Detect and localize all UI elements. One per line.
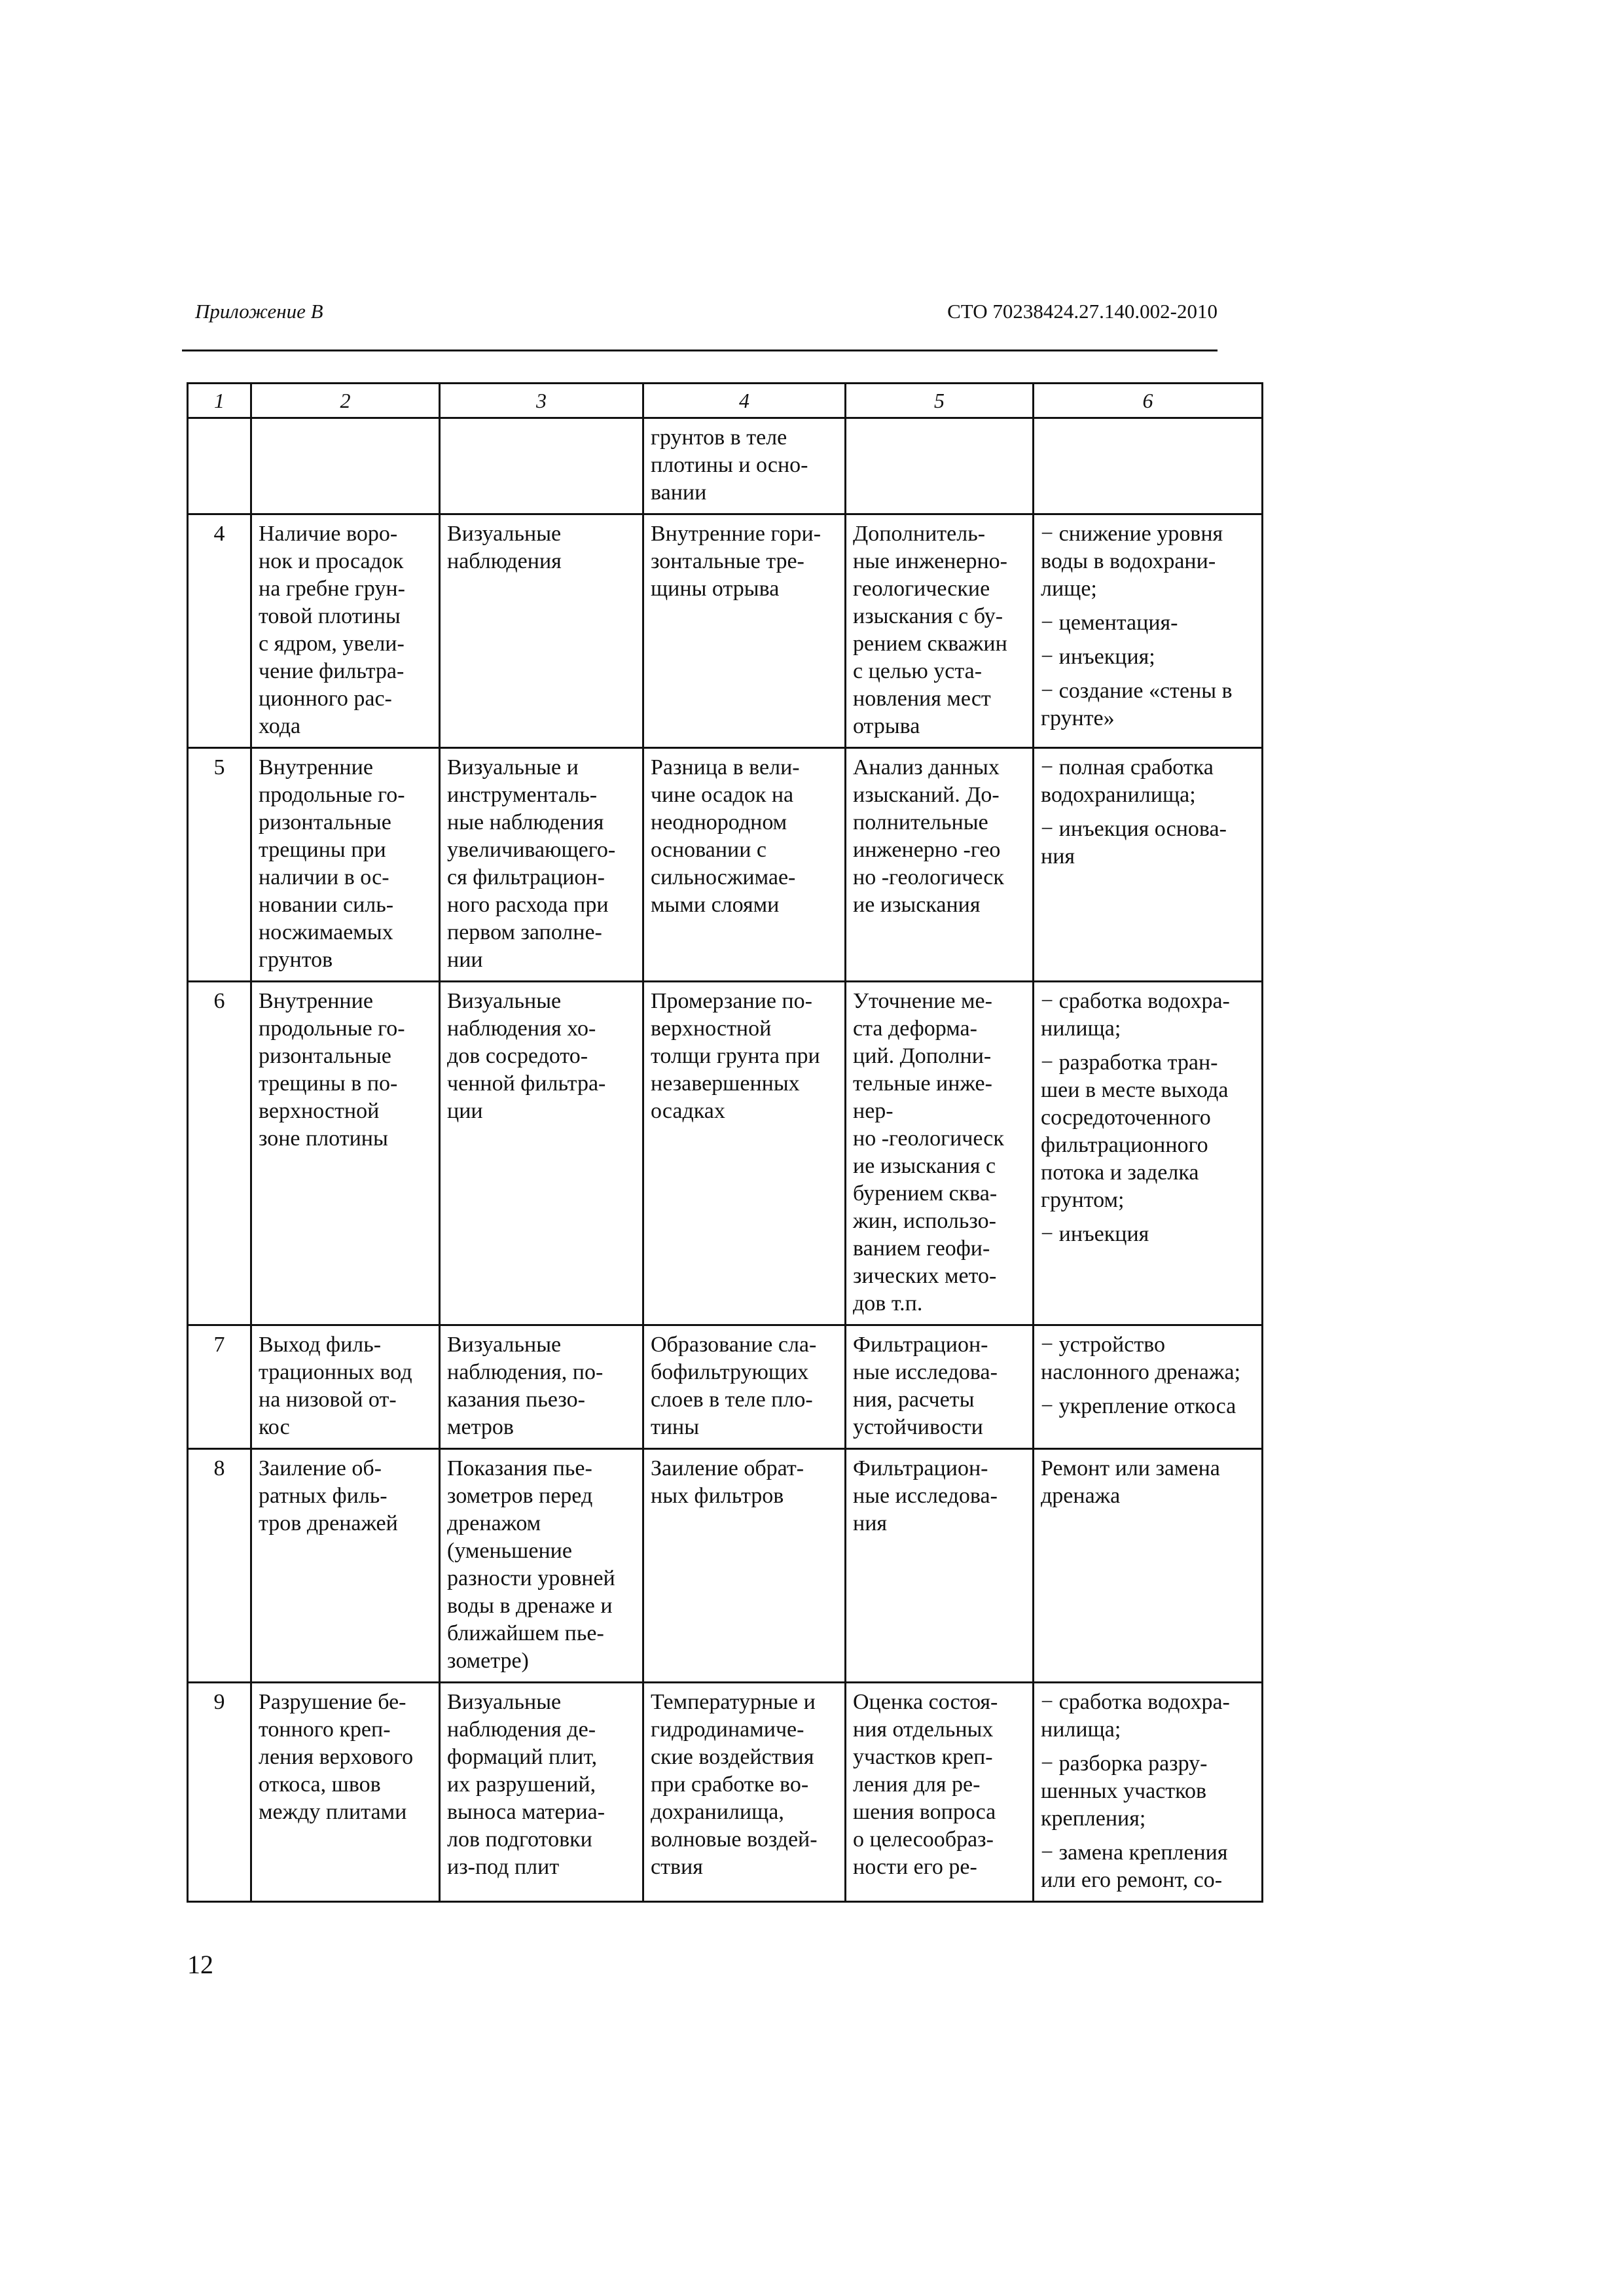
measure-item <box>1041 643 1255 671</box>
cell-line: − замена крепления <box>1041 1840 1228 1865</box>
cell-line: чине осадок на <box>651 783 794 807</box>
cell-col-5 <box>846 748 1034 982</box>
cell-col-4 <box>643 748 846 982</box>
cell-col-5 <box>846 1325 1034 1449</box>
cell-line: казания пьезо- <box>447 1388 585 1412</box>
cell-line: трещины в по- <box>259 1071 398 1096</box>
cell-line: откоса, швов <box>259 1772 381 1797</box>
table-row <box>188 1325 1263 1449</box>
column-number: 5 <box>846 384 1034 418</box>
cell-line: фильтрационного <box>1041 1133 1208 1157</box>
cell-line: Визуальные <box>447 522 562 546</box>
measure-item <box>1041 520 1255 603</box>
cell-line: или его ремонт, со- <box>1041 1868 1223 1892</box>
column-number: 3 <box>440 384 643 418</box>
cell-line: Показания пье- <box>447 1456 592 1480</box>
cell-line: − устройство <box>1041 1333 1166 1357</box>
cell-line: носжимаемых <box>259 920 393 944</box>
cell-line: − укрепление откоса <box>1041 1394 1236 1418</box>
cell-col-5 <box>846 1683 1034 1902</box>
cell-col-2 <box>251 748 440 982</box>
cell-line: Ремонт или замена <box>1041 1456 1220 1480</box>
cell-line: Фильтрацион- <box>853 1456 988 1480</box>
cell-line: ризонтальные <box>259 810 391 834</box>
cell-line: полнительные <box>853 810 988 834</box>
row-number: 4 <box>188 514 251 748</box>
cell-line: дов сосредото- <box>447 1044 588 1068</box>
cell-line: ного расхода при <box>447 893 609 917</box>
cell-line: ные инженерно- <box>853 549 1007 573</box>
cell-line: ления для ре- <box>853 1772 981 1797</box>
cell-line: ие изыскания <box>853 893 981 917</box>
cell-line: Фильтрацион- <box>853 1333 988 1357</box>
cell-line: нилища; <box>1041 1717 1121 1742</box>
cell-col-2 <box>251 418 440 514</box>
row-number: 5 <box>188 748 251 982</box>
cell-col-4 <box>643 418 846 514</box>
measure-item <box>1041 1689 1255 1744</box>
measure-item <box>1041 1393 1255 1420</box>
header-rule <box>182 350 1218 351</box>
cell-line: на гребне грун- <box>259 577 405 601</box>
cell-col-6 <box>1034 514 1263 748</box>
cell-col-4 <box>643 514 846 748</box>
cell-line: устойчивости <box>853 1415 983 1439</box>
cell-line: зических мето- <box>853 1264 997 1288</box>
measure-item <box>1041 816 1255 870</box>
column-number: 1 <box>188 384 251 418</box>
cell-col-6 <box>1034 748 1263 982</box>
cell-line: нии <box>447 948 483 972</box>
cell-line: геологические <box>853 577 990 601</box>
cell-line: − сработка водохра- <box>1041 989 1230 1013</box>
cell-line: увеличивающего- <box>447 838 616 862</box>
cell-line: крепления; <box>1041 1806 1146 1831</box>
cell-line: Заиление об- <box>259 1456 382 1480</box>
cell-line: незавершенных <box>651 1071 800 1096</box>
cell-line: изыскания с бу- <box>853 604 1003 628</box>
cell-line: ций. Дополни- <box>853 1044 992 1068</box>
cell-line: ские воздействия <box>651 1745 814 1769</box>
cell-line: тельные инже- <box>853 1071 992 1096</box>
cell-line: дренажом <box>447 1511 541 1535</box>
cell-col-4 <box>643 982 846 1325</box>
cell-line: Образование сла- <box>651 1333 817 1357</box>
measure-item <box>1041 1839 1255 1894</box>
table-row <box>188 1449 1263 1683</box>
cell-col-3 <box>440 982 643 1325</box>
cell-line: − создание «стены в <box>1041 679 1233 703</box>
measure-item <box>1041 1455 1255 1510</box>
cell-col-2 <box>251 1325 440 1449</box>
cell-line: ствия <box>651 1855 703 1879</box>
cell-line: отрыва <box>853 714 920 738</box>
cell-line: Визуальные <box>447 1333 562 1357</box>
cell-line: хода <box>259 714 301 738</box>
cell-line: ратных филь- <box>259 1484 388 1508</box>
measure-item <box>1041 677 1255 732</box>
cell-line: Дополнитель- <box>853 522 986 546</box>
cell-line: дохранилища, <box>651 1800 784 1824</box>
document-code: СТО 70238424.27.140.002-2010 <box>947 300 1218 323</box>
cell-col-2 <box>251 514 440 748</box>
cell-line: на низовой от- <box>259 1388 397 1412</box>
cell-col-3 <box>440 1449 643 1683</box>
cell-line: бурением сква- <box>853 1181 998 1206</box>
cell-line: новления мест <box>853 687 991 711</box>
cell-line: тонного креп- <box>259 1717 391 1742</box>
cell-line: верхностной <box>651 1016 772 1041</box>
cell-line: сильносжимае- <box>651 865 796 889</box>
cell-line: чение фильтра- <box>259 659 405 683</box>
cell-line: ления верхового <box>259 1745 414 1769</box>
cell-col-2 <box>251 982 440 1325</box>
cell-col-3 <box>440 1325 643 1449</box>
measure-item <box>1041 1750 1255 1833</box>
measure-item <box>1041 609 1255 637</box>
cell-line: ные исследова- <box>853 1484 998 1508</box>
cell-col-6 <box>1034 982 1263 1325</box>
cell-line: Внутренние <box>259 989 373 1013</box>
cell-col-5 <box>846 514 1034 748</box>
cell-line: ния, расчеты <box>853 1388 975 1412</box>
cell-line: с ядром, увели- <box>259 632 405 656</box>
cell-line: тины <box>651 1415 700 1439</box>
cell-line: с целью уста- <box>853 659 983 683</box>
cell-line: ризонтальные <box>259 1044 391 1068</box>
cell-line: формаций плит, <box>447 1745 598 1769</box>
cell-line: выноса материа- <box>447 1800 605 1824</box>
cell-line: зонтальные тре- <box>651 549 804 573</box>
cell-line: наблюдения <box>447 549 562 573</box>
cell-line: наслонного дренажа; <box>1041 1360 1241 1384</box>
cell-line: ных фильтров <box>651 1484 784 1508</box>
cell-line: Выход филь- <box>259 1333 382 1357</box>
cell-line: Внутренние <box>259 755 373 780</box>
cell-col-6 <box>1034 1683 1263 1902</box>
cell-line: Визуальные <box>447 989 562 1013</box>
cell-line: Визуальные и <box>447 755 579 780</box>
cell-line: грунтом; <box>1041 1188 1125 1212</box>
cell-line: гидродинамиче- <box>651 1717 804 1742</box>
cell-line: толщи грунта при <box>651 1044 820 1068</box>
cell-line: щины отрыва <box>651 577 780 601</box>
cell-line: первом заполне- <box>447 920 602 944</box>
cell-col-6 <box>1034 418 1263 514</box>
cell-col-4 <box>643 1449 846 1683</box>
cell-line: рением скважин <box>853 632 1007 656</box>
cell-line: кос <box>259 1415 290 1439</box>
cell-line: жин, использо- <box>853 1209 996 1233</box>
cell-line: о целесообраз- <box>853 1827 994 1852</box>
column-number: 4 <box>643 384 846 418</box>
cell-line: зометров перед <box>447 1484 593 1508</box>
cell-line: Заиление обрат- <box>651 1456 804 1480</box>
cell-line: зометре) <box>447 1649 529 1673</box>
cell-line: ния отдельных <box>853 1717 994 1742</box>
cell-line: ванием геофи- <box>853 1236 990 1261</box>
table-row <box>188 418 1263 514</box>
cell-line: наблюдения, по- <box>447 1360 604 1384</box>
cell-line: − разработка тран- <box>1041 1050 1218 1075</box>
cell-line: дренажа <box>1041 1484 1121 1508</box>
cell-col-6 <box>1034 1325 1263 1449</box>
cell-col-5 <box>846 982 1034 1325</box>
cell-line: шенных участков <box>1041 1779 1206 1803</box>
cell-line: дов т.п. <box>853 1291 923 1316</box>
cell-line: неоднородном <box>651 810 787 834</box>
measure-item <box>1041 1331 1255 1386</box>
cell-line: Наличие воро- <box>259 522 398 546</box>
cell-line: нок и просадок <box>259 549 404 573</box>
cell-line: ционного рас- <box>259 687 392 711</box>
cell-line: инструменталь- <box>447 783 598 807</box>
cell-line: ности его ре- <box>853 1855 977 1879</box>
cell-line: метров <box>447 1415 514 1439</box>
cell-line: нер- <box>853 1099 893 1123</box>
row-number: 7 <box>188 1325 251 1449</box>
measures-table <box>187 382 1263 1903</box>
cell-line: − сработка водохра- <box>1041 1690 1230 1714</box>
cell-line: потока и заделка <box>1041 1160 1199 1185</box>
cell-line: ния <box>853 1511 888 1535</box>
cell-line: новании силь- <box>259 893 394 917</box>
cell-line: лов подготовки <box>447 1827 592 1852</box>
cell-line: изысканий. До- <box>853 783 1000 807</box>
cell-line: ста деформа- <box>853 1016 977 1041</box>
cell-line: Анализ данных <box>853 755 1000 780</box>
cell-line: Оценка состоя- <box>853 1690 998 1714</box>
cell-line: − цементация- <box>1041 611 1178 635</box>
cell-line: нилища; <box>1041 1016 1121 1041</box>
cell-line: разности уровней <box>447 1566 615 1590</box>
cell-line: водохранилища; <box>1041 783 1196 807</box>
table-row <box>188 982 1263 1325</box>
cell-col-4 <box>643 1683 846 1902</box>
row-number: 9 <box>188 1683 251 1902</box>
row-number <box>188 418 251 514</box>
cell-line: их разрушений, <box>447 1772 596 1797</box>
cell-line: волновые воздей- <box>651 1827 818 1852</box>
cell-line: бофильтрующих <box>651 1360 809 1384</box>
cell-line: Разрушение бе- <box>259 1690 406 1714</box>
cell-line: ченной фильтра- <box>447 1071 606 1096</box>
cell-col-3 <box>440 418 643 514</box>
cell-line: − разборка разру- <box>1041 1751 1208 1776</box>
cell-line: грунтов <box>259 948 333 972</box>
cell-line: товой плотины <box>259 604 401 628</box>
cell-line: наблюдения хо- <box>447 1016 596 1041</box>
table-row <box>188 514 1263 748</box>
measure-item <box>1041 1049 1255 1214</box>
cell-line: ся фильтрацион- <box>447 865 605 889</box>
cell-line: шения вопроса <box>853 1800 996 1824</box>
cell-line: наличии в ос- <box>259 865 389 889</box>
cell-line: но -геологическ <box>853 865 1004 889</box>
cell-line: шеи в месте выхода <box>1041 1078 1229 1102</box>
cell-col-2 <box>251 1449 440 1683</box>
cell-line: Промерзание по- <box>651 989 812 1013</box>
cell-line: ближайшем пье- <box>447 1621 604 1645</box>
cell-line: − инъекция основа- <box>1041 817 1227 841</box>
cell-line: продольные го- <box>259 783 405 807</box>
cell-line: сосредоточенного <box>1041 1105 1211 1130</box>
column-number: 6 <box>1034 384 1263 418</box>
cell-line: (уменьшение <box>447 1539 572 1563</box>
cell-line: − снижение уровня <box>1041 522 1223 546</box>
cell-line: лище; <box>1041 577 1097 601</box>
cell-line: грунтов в теле <box>651 425 787 450</box>
cell-col-2 <box>251 1683 440 1902</box>
cell-line: плотины и осно- <box>651 453 808 477</box>
appendix-label: Приложение В <box>195 300 323 323</box>
cell-line: ные наблюдения <box>447 810 604 834</box>
cell-line: из-под плит <box>447 1855 560 1879</box>
measure-item <box>1041 1221 1255 1248</box>
cell-col-6 <box>1034 1449 1263 1683</box>
cell-line: слоев в теле пло- <box>651 1388 813 1412</box>
cell-col-5 <box>846 418 1034 514</box>
measure-item <box>1041 754 1255 809</box>
cell-line: трещины при <box>259 838 386 862</box>
cell-line: воды в водохрани- <box>1041 549 1216 573</box>
cell-line: Уточнение ме- <box>853 989 992 1013</box>
cell-line: верхностной <box>259 1099 380 1123</box>
cell-line: Внутренние гори- <box>651 522 821 546</box>
cell-line: Визуальные <box>447 1690 562 1714</box>
cell-line: мыми слоями <box>651 893 780 917</box>
cell-line: ные исследова- <box>853 1360 998 1384</box>
page-number: 12 <box>187 1950 213 1979</box>
cell-col-5 <box>846 1449 1034 1683</box>
cell-line: основании с <box>651 838 767 862</box>
cell-line: воды в дренаже и <box>447 1594 613 1618</box>
cell-col-4 <box>643 1325 846 1449</box>
cell-line: тров дренажей <box>259 1511 398 1535</box>
cell-line: − полная сработка <box>1041 755 1214 780</box>
row-number: 6 <box>188 982 251 1325</box>
cell-line: наблюдения де- <box>447 1717 596 1742</box>
table-body <box>188 418 1263 1902</box>
cell-line: трационных вод <box>259 1360 412 1384</box>
cell-line: ие изыскания с <box>853 1154 996 1178</box>
cell-line: но -геологическ <box>853 1126 1004 1151</box>
table-row <box>188 748 1263 982</box>
cell-col-3 <box>440 1683 643 1902</box>
cell-line: при сработке во- <box>651 1772 809 1797</box>
row-number: 8 <box>188 1449 251 1683</box>
cell-line: зоне плотины <box>259 1126 388 1151</box>
cell-line: осадках <box>651 1099 725 1123</box>
cell-line: между плитами <box>259 1800 407 1824</box>
cell-line: инженерно -гео <box>853 838 1001 862</box>
table-row <box>188 1683 1263 1902</box>
cell-col-3 <box>440 748 643 982</box>
cell-line: − инъекция <box>1041 1222 1149 1246</box>
column-number-row <box>188 384 1263 418</box>
cell-line: грунте» <box>1041 706 1115 730</box>
cell-line: продольные го- <box>259 1016 405 1041</box>
cell-col-3 <box>440 514 643 748</box>
column-number: 2 <box>251 384 440 418</box>
measure-item <box>1041 988 1255 1043</box>
cell-line: ния <box>1041 844 1075 869</box>
cell-line: участков креп- <box>853 1745 993 1769</box>
cell-line: Разница в вели- <box>651 755 800 780</box>
cell-line: Температурные и <box>651 1690 816 1714</box>
cell-line: вании <box>651 480 707 505</box>
cell-line: − инъекция; <box>1041 645 1155 669</box>
cell-line: ции <box>447 1099 483 1123</box>
